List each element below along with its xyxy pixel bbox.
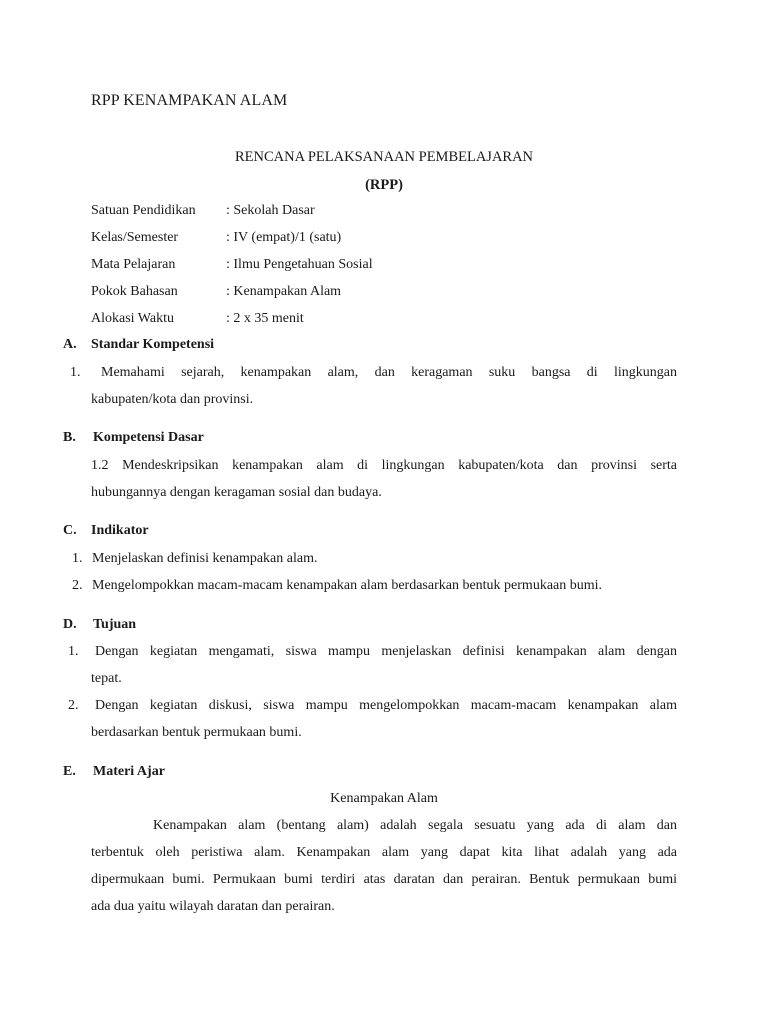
section-e-heading: [63, 764, 165, 780]
section-letter: E.: [63, 764, 76, 779]
identity-value: : Kenampakan Alam: [226, 284, 342, 299]
section-title: Indikator: [91, 523, 149, 538]
list-number: 1.: [68, 644, 79, 659]
list-item: Menjelaskan definisi kenampakan alam.: [92, 551, 318, 566]
identity-label: Pokok Bahasan: [91, 284, 178, 299]
section-title: Tujuan: [93, 617, 137, 632]
list-item: Dengan kegiatan mengamati, siswa mampu menjelaskan definisi kenampakan alam dengan: [95, 644, 677, 659]
document-title: RPP KENAMPAKAN ALAM: [91, 92, 288, 109]
section-b-line: 1.2 Mendeskripsikan kenampakan alam di lingkungan kabupaten/kota dan provinsi serta: [91, 458, 677, 473]
identity-value: : IV (empat)/1 (satu): [226, 230, 342, 245]
section-letter: A.: [63, 337, 77, 352]
material-paragraph-line: terbentuk oleh peristiwa alam. Kenampakan alam yang dapat kita lihat adalah yang ada: [91, 845, 677, 860]
list-number: 2.: [72, 578, 83, 593]
identity-value: : 2 x 35 menit: [226, 311, 304, 326]
section-letter: B.: [63, 430, 76, 445]
material-paragraph-line: Kenampakan alam (bentang alam) adalah segala sesuatu yang ada di alam dan: [153, 818, 677, 833]
list-number: 1.: [70, 365, 81, 380]
section-a-heading: [63, 337, 214, 353]
list-item: Dengan kegiatan diskusi, siswa mampu mengelompokkan macam-macam kenampakan alam: [95, 698, 677, 713]
material-subtitle: Kenampakan Alam: [330, 791, 438, 806]
identity-label: Mata Pelajaran: [91, 257, 176, 272]
identity-value: : Sekolah Dasar: [226, 203, 315, 218]
list-item: berdasarkan bentuk permukaan bumi.: [91, 725, 302, 740]
list-number: 2.: [68, 698, 79, 713]
section-title: Materi Ajar: [93, 764, 165, 779]
section-a-line: kabupaten/kota dan provinsi.: [91, 392, 254, 407]
section-a-line: Memahami sejarah, kenampakan alam, dan keragaman suku bangsa di lingkungan: [101, 365, 677, 380]
section-title: Standar Kompetensi: [91, 337, 215, 352]
section-b-heading: [63, 430, 204, 446]
list-number: 1.: [72, 551, 83, 566]
section-c-heading: [63, 523, 149, 539]
material-paragraph-line: dipermukaan bumi. Permukaan bumi terdiri atas daratan dan perairan. Bentuk permukaan bumi: [91, 872, 677, 887]
identity-value: : Ilmu Pengetahuan Sosial: [226, 257, 373, 272]
section-title: Kompetensi Dasar: [93, 430, 204, 445]
section-letter: C.: [63, 523, 77, 538]
identity-label: Kelas/Semester: [91, 230, 179, 245]
section-b-line: hubungannya dengan keragaman sosial dan budaya.: [91, 485, 382, 500]
section-letter: D.: [63, 617, 77, 632]
plan-heading: RENCANA PELAKSANAAN PEMBELAJARAN: [234, 149, 534, 165]
list-item: Mengelompokkan macam-macam kenampakan alam berdasarkan bentuk permukaan bumi.: [92, 578, 603, 593]
section-d-heading: [63, 617, 136, 633]
list-item: tepat.: [91, 671, 122, 686]
identity-label: Alokasi Waktu: [91, 311, 174, 326]
material-paragraph-line: ada dua yaitu wilayah daratan dan perairan.: [91, 899, 335, 914]
identity-label: Satuan Pendidikan: [91, 203, 196, 218]
plan-subheading: (RPP): [365, 177, 403, 193]
